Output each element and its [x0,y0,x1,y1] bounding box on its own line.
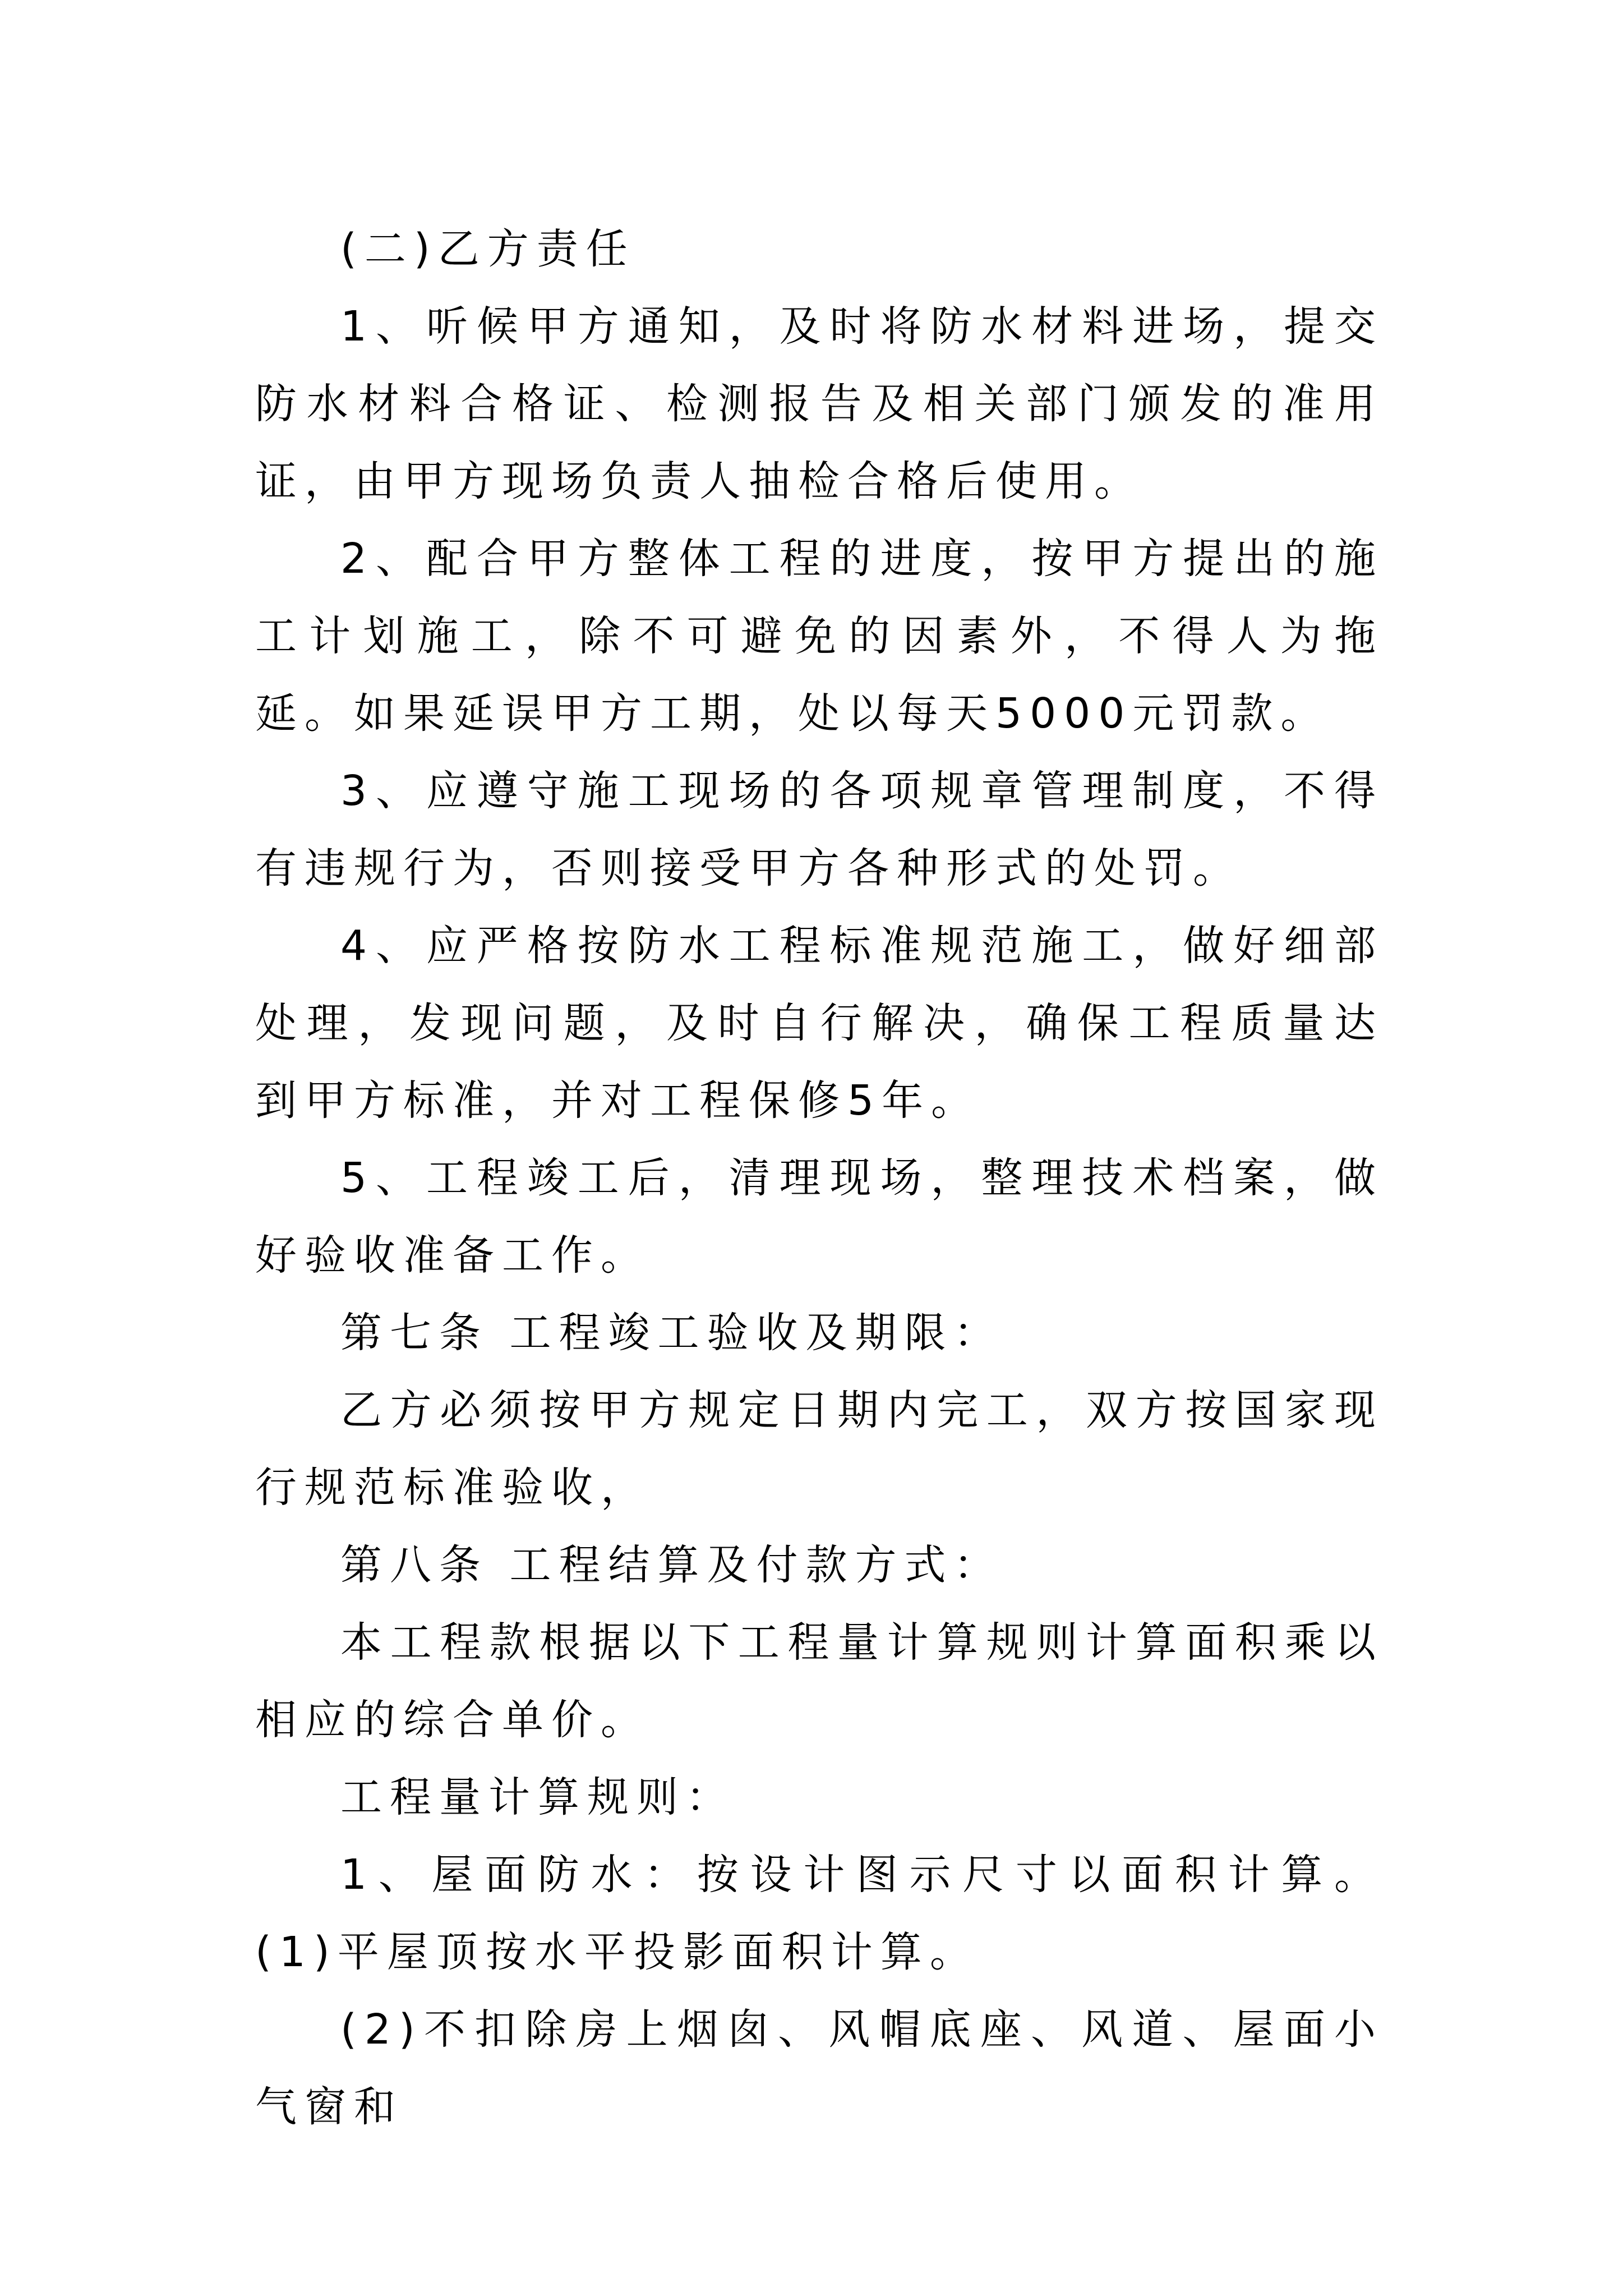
quantity-rule-2: (2)不扣除房上烟囱、风帽底座、风道、屋面小气窗和 [255,2005,1384,2131]
quantity-rule-1: 1、屋面防水：按设计图示尺寸以面积计算。(1)平屋顶按水平投影面积计算。 [255,1851,1384,1976]
article-7-body: 乙方必须按甲方规定日期内完工，双方按国家现行规范标准验收， [255,1386,1384,1512]
document-body [255,210,1384,2146]
section-heading-party-b-responsibilities: (二)乙方责任 [340,225,635,273]
clause-item-1: 1、听候甲方通知，及时将防水材料进场，提交防水材料合格证、检测报告及相关部门颁发的准用证，由甲方现场负责人抽检合格后使用。 [255,302,1384,505]
clause-item-4: 4、应严格按防水工程标准规范施工，做好细部处理，发现问题，及时自行解决，确保工程质量达到甲方标准，并对工程保修5年。 [255,922,1384,1125]
clause-item-2: 2、配合甲方整体工程的进度，按甲方提出的施工计划施工，除不可避免的因素外，不得人为拖延。如果延误甲方工期，处以每天5000元罚款。 [255,535,1384,738]
clause-item-3: 3、应遵守施工现场的各项规章管理制度，不得有违规行为，否则接受甲方各种形式的处罚。 [255,767,1384,892]
clause-item-5: 5、工程竣工后，清理现场，整理技术档案，做好验收准备工作。 [255,1154,1384,1280]
article-7-heading: 第七条 工程竣工验收及期限： [340,1309,1003,1357]
article-8-body: 本工程款根据以下工程量计算规则计算面积乘以相应的综合单价。 [255,1618,1384,1744]
article-8-heading: 第八条 工程结算及付款方式： [340,1541,1003,1589]
quantity-rules-heading: 工程量计算规则： [340,1773,735,1821]
